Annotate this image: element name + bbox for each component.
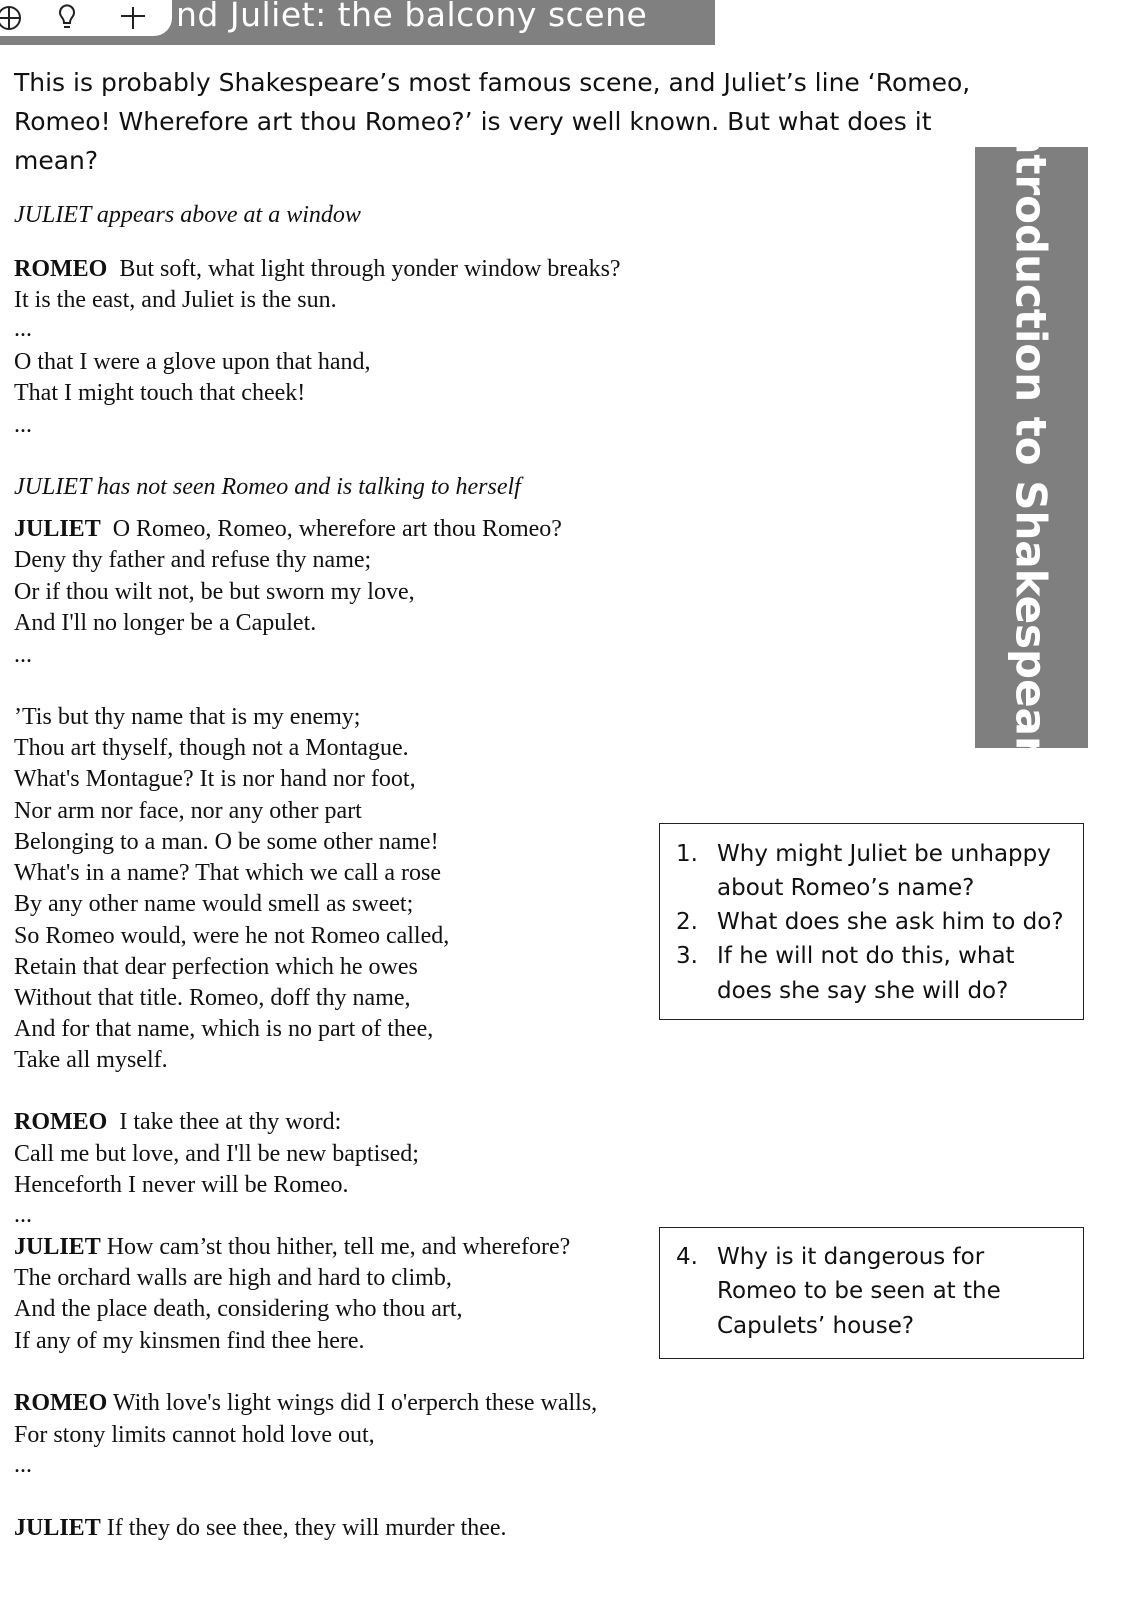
ellipsis: ... bbox=[14, 642, 32, 668]
script-line: Thou art thyself, though not a Montague. bbox=[14, 735, 409, 761]
question-text: about Romeo’s name? bbox=[717, 875, 975, 901]
questions-box bbox=[659, 823, 1084, 1020]
speaker-name: JULIET bbox=[14, 516, 101, 542]
script-line: Without that title. Romeo, doff thy name, bbox=[14, 985, 411, 1011]
side-tab bbox=[975, 108, 1088, 786]
script-line: And I'll no longer be a Capulet. bbox=[14, 610, 317, 636]
script-line: Deny thy father and refuse thy name; bbox=[14, 547, 372, 573]
script-text: With love's light wings did I o'erperch these walls, bbox=[112, 1390, 598, 1416]
intro-line: This is probably Shakespeare’s most famous scene, and Juliet’s line ‘Romeo, bbox=[14, 68, 971, 97]
script-line: ’Tis but thy name that is my enemy; bbox=[14, 704, 361, 730]
script-line: By any other name would smell as sweet; bbox=[14, 891, 414, 917]
speaker-name: ROMEO bbox=[14, 1109, 108, 1135]
script-text: If they do see thee, they will murder thee. bbox=[106, 1515, 507, 1541]
script-text: I take thee at thy word: bbox=[119, 1109, 342, 1135]
script-line bbox=[14, 1513, 507, 1544]
script-line: Henceforth I never will be Romeo. bbox=[14, 1172, 349, 1198]
intro-line: Romeo! Wherefore art thou Romeo?’ is very well known. But what does it bbox=[14, 107, 932, 136]
script-line: It is the east, and Juliet is the sun. bbox=[14, 287, 337, 313]
question-number: 1. bbox=[676, 841, 698, 867]
ellipsis: ... bbox=[14, 1452, 32, 1478]
question-number: 4. bbox=[676, 1244, 698, 1270]
script-line bbox=[14, 1107, 341, 1138]
question-text: Why is it dangerous for bbox=[717, 1244, 985, 1270]
script-line: O that I were a glove upon that hand, bbox=[14, 349, 371, 375]
ellipsis: ... bbox=[14, 412, 32, 438]
script-line bbox=[14, 514, 562, 545]
intro-line: mean? bbox=[14, 146, 99, 175]
script-line: Retain that dear perfection which he owes bbox=[14, 954, 418, 980]
stage-direction: JULIET has not seen Romeo and is talking to herself bbox=[14, 474, 521, 500]
script-line: Nor arm nor face, nor any other part bbox=[14, 798, 362, 824]
script-text: But soft, what light through yonder window breaks? bbox=[119, 256, 621, 282]
ellipsis: ... bbox=[14, 1202, 32, 1228]
speaker-name: JULIET bbox=[14, 1515, 101, 1541]
question-text: Capulets’ house? bbox=[717, 1313, 915, 1339]
script-line: Take all myself. bbox=[14, 1047, 168, 1073]
page-title: nd Juliet: the balcony scene bbox=[176, 0, 648, 34]
script-line: So Romeo would, were he not Romeo called, bbox=[14, 923, 450, 949]
toolbar bbox=[0, 0, 172, 36]
script-line: Belonging to a man. O be some other name! bbox=[14, 829, 439, 855]
script-line: And for that name, which is no part of thee, bbox=[14, 1016, 434, 1042]
speaker-name: ROMEO bbox=[14, 256, 108, 282]
question-text: Why might Juliet be unhappy bbox=[717, 841, 1051, 867]
script-line bbox=[14, 1232, 570, 1263]
question-text: does she say she will do? bbox=[717, 978, 1009, 1004]
script-line: Call me but love, and I'll be new baptised; bbox=[14, 1141, 419, 1167]
speaker-name: JULIET bbox=[14, 1234, 101, 1260]
add-icon[interactable] bbox=[118, 4, 148, 32]
script-line: If any of my kinsmen find thee here. bbox=[14, 1328, 365, 1354]
question-number: 3. bbox=[676, 943, 698, 969]
question-text: What does she ask him to do? bbox=[717, 909, 1064, 935]
script-line: The orchard walls are high and hard to climb, bbox=[14, 1265, 452, 1291]
script-text: O Romeo, Romeo, wherefore art thou Romeo? bbox=[112, 516, 562, 542]
script-line bbox=[14, 1388, 597, 1419]
question-number: 2. bbox=[676, 909, 698, 935]
stage-direction: JULIET appears above at a window bbox=[14, 202, 361, 228]
globe-icon[interactable] bbox=[0, 4, 24, 32]
script-text: How cam’st thou hither, tell me, and wherefore? bbox=[106, 1234, 571, 1260]
question-text: Romeo to be seen at the bbox=[717, 1278, 1001, 1304]
ellipsis: ... bbox=[14, 316, 32, 342]
script-line: What's in a name? That which we call a rose bbox=[14, 860, 442, 886]
script-line: Or if thou wilt not, be but sworn my love, bbox=[14, 579, 415, 605]
lightbulb-icon[interactable] bbox=[52, 4, 82, 32]
script-line: And the place death, considering who thou art, bbox=[14, 1296, 463, 1322]
speaker-name: ROMEO bbox=[14, 1390, 108, 1416]
questions-box bbox=[659, 1227, 1084, 1359]
script-line bbox=[14, 254, 621, 285]
script-line: That I might touch that cheek! bbox=[14, 380, 306, 406]
question-text: If he will not do this, what bbox=[717, 943, 1015, 969]
side-tab-label: Introduction to Shakespeare bbox=[1006, 108, 1056, 786]
script-line: For stony limits cannot hold love out, bbox=[14, 1422, 375, 1448]
script-line: What's Montague? It is nor hand nor foot, bbox=[14, 766, 416, 792]
